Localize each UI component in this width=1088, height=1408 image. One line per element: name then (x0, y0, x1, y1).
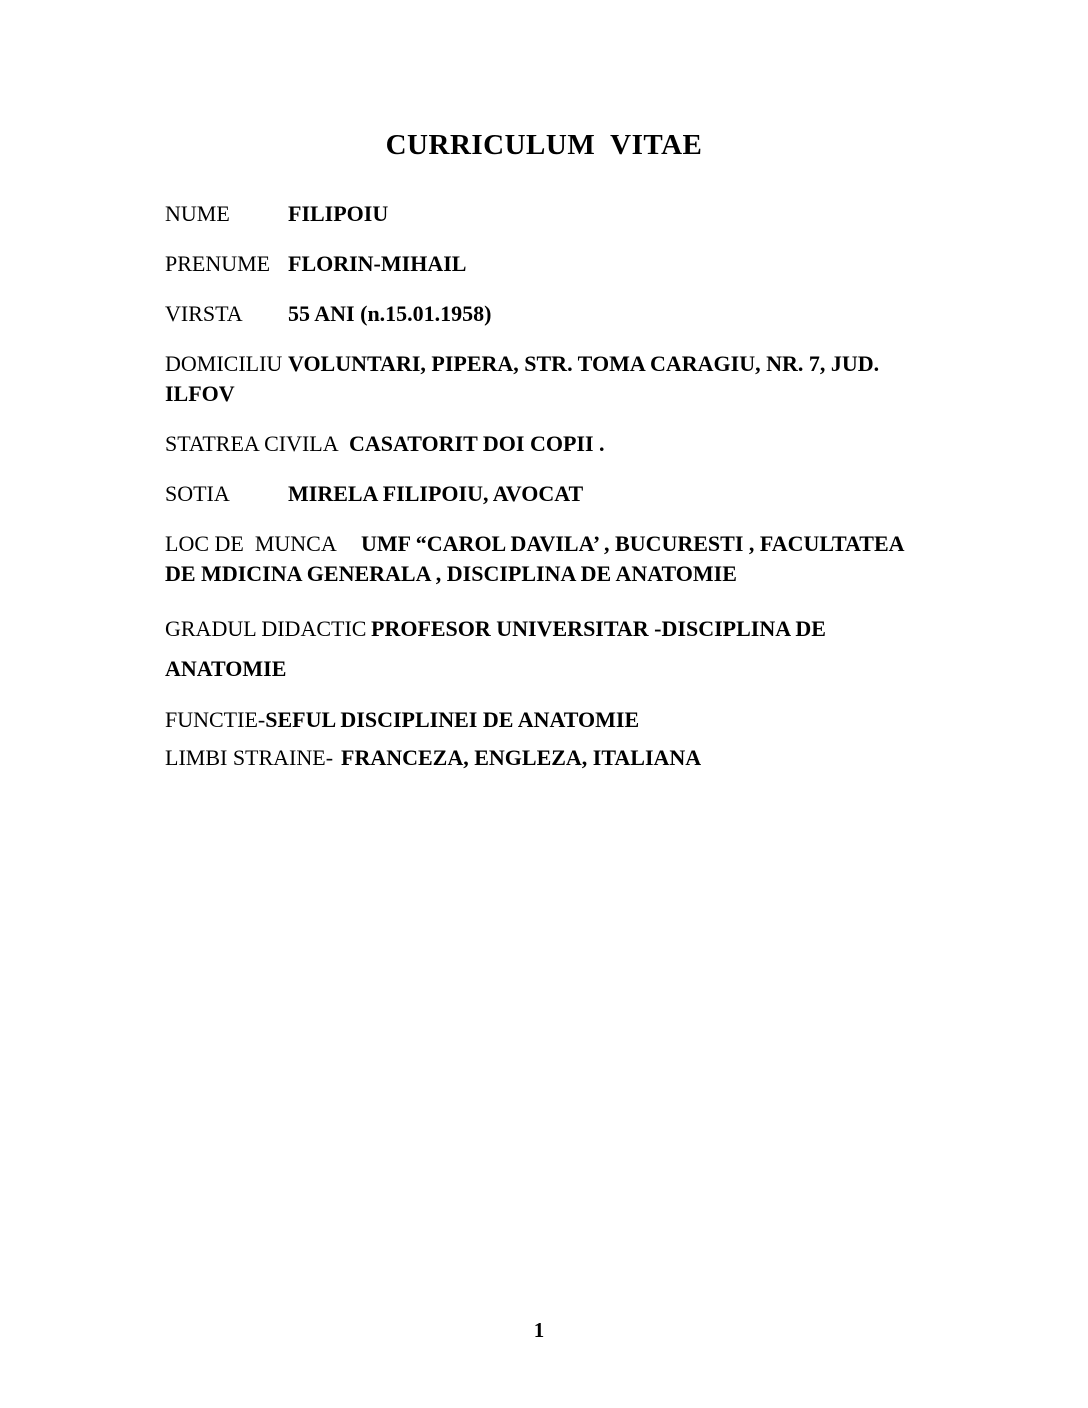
field-label-loc-de-munca: LOC DE MUNCA (165, 531, 337, 556)
field-value-domiciliu: VOLUNTARI, PIPERA, STR. TOMA CARAGIU, NR. 7, JUD. ILFOV (165, 351, 885, 406)
cv-row-functie (165, 701, 913, 739)
field-label-sotia: SOTIA (165, 481, 230, 506)
cv-row-gradul-didactic (165, 609, 913, 689)
page-number: 1 (533, 1318, 545, 1342)
cv-row-sotia (165, 479, 913, 509)
field-value-limbi-straine: FRANCEZA, ENGLEZA, ITALIANA (341, 745, 702, 770)
field-value-stare-civila: CASATORIT DOI COPII . (349, 431, 605, 456)
field-value-virsta: 55 ANI (n.15.01.1958) (288, 301, 492, 326)
field-label-limbi-straine: LIMBI STRAINE- (165, 745, 334, 770)
field-label-domiciliu: DOMICILIU (165, 351, 283, 376)
field-label-functie: FUNCTIE- (165, 707, 266, 732)
field-label-gradul-didactic: GRADUL DIDACTIC (165, 616, 367, 641)
field-value-sotia: MIRELA FILIPOIU, AVOCAT (288, 481, 584, 506)
field-label-prenume: PRENUME (165, 251, 271, 276)
cv-row-prenume (165, 249, 913, 279)
field-value-nume: FILIPOIU (288, 201, 389, 226)
field-value-loc-de-munca: UMF “CAROL DAVILA’ , BUCURESTI , FACULTATEA DE MDICINA GENERALA , DISCIPLINA DE ANATOMIE (165, 531, 909, 586)
document-body (165, 199, 913, 777)
cv-row-limbi-straine (165, 739, 913, 777)
cv-row-loc-de-munca (165, 529, 913, 589)
field-value-gradul-didactic: PROFESOR UNIVERSITAR -DISCIPLINA DE ANATOMIE (165, 616, 831, 681)
field-value-prenume: FLORIN-MIHAIL (288, 251, 467, 276)
field-label-stare-civila: STATREA CIVILA (165, 431, 339, 456)
cv-row-stare-civila (165, 429, 913, 459)
field-value-functie: SEFUL DISCIPLINEI DE ANATOMIE (265, 707, 640, 732)
document-title: CURRICULUM VITAE (385, 129, 703, 161)
cv-row-nume (165, 199, 913, 229)
cv-row-virsta (165, 299, 913, 329)
cv-row-domiciliu (165, 349, 913, 409)
field-label-nume: NUME (165, 201, 230, 226)
field-label-virsta: VIRSTA (165, 301, 243, 326)
